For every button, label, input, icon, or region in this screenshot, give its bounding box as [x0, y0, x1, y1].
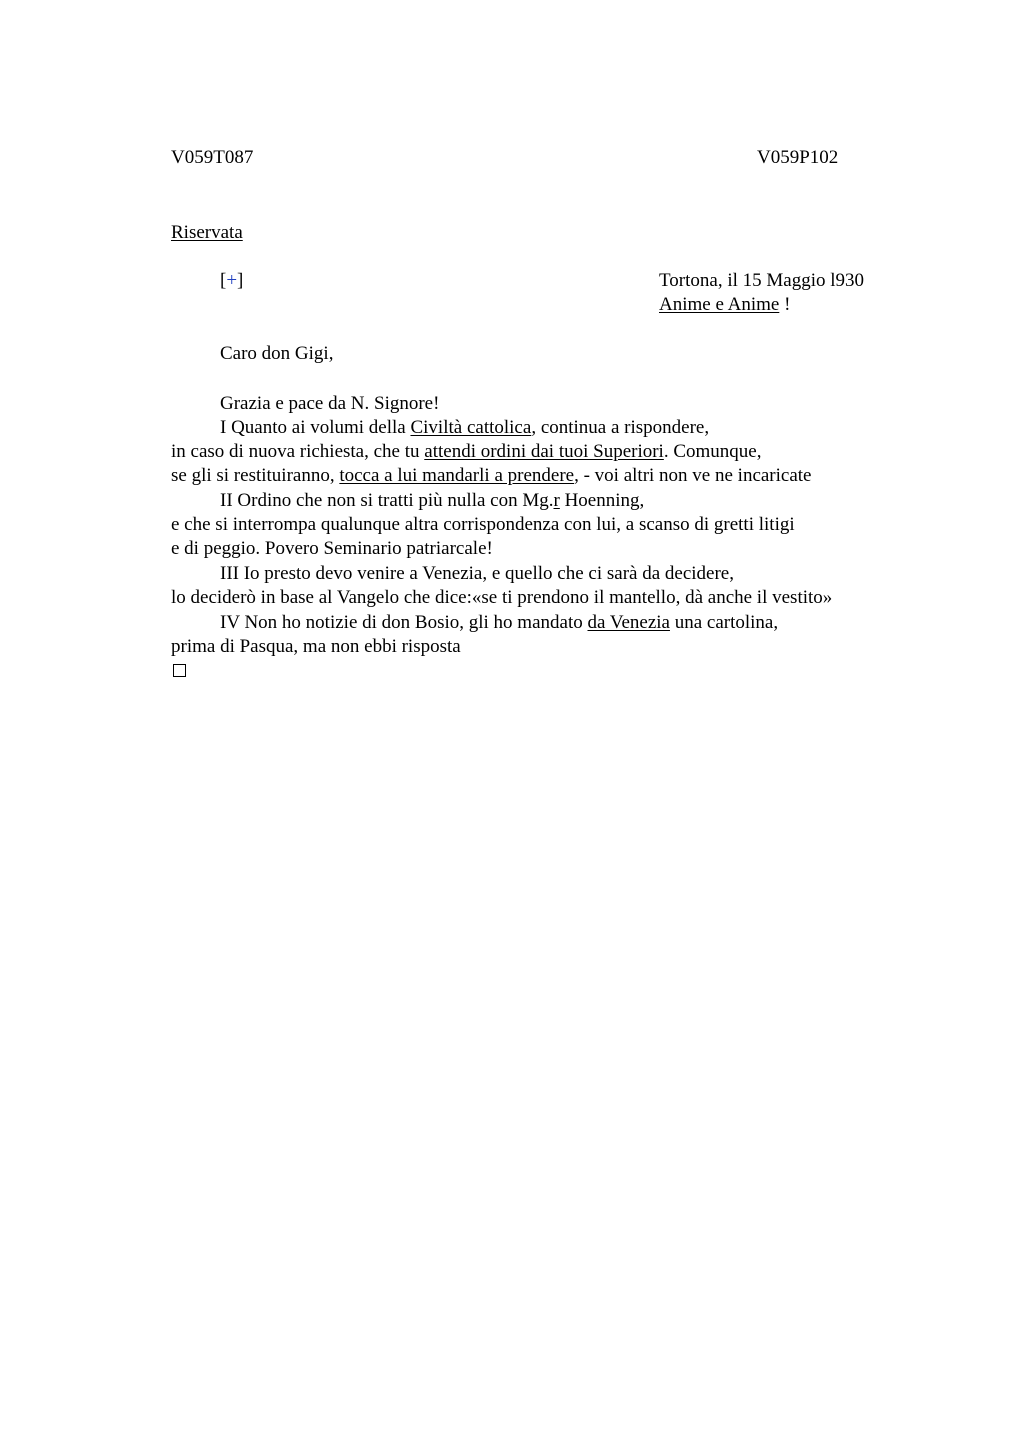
p1-l2-text-b: . Comunque, [663, 441, 762, 462]
p2-text-b: Hoenning, [559, 490, 645, 511]
paragraph-2-line-2: e che si interrompa qualunque altra corrispondenza con lui, a scanso di gretti litigi [171, 514, 795, 535]
paragraph-2-line-3: e di peggio. Povero Seminario patriarcale! [171, 538, 493, 559]
paragraph-2-line-1 [220, 489, 644, 513]
reserved-label: Riservata [171, 222, 243, 243]
p1-l3-text-a: se gli si restituiranno, [171, 465, 340, 486]
cross-close: ] [237, 270, 244, 291]
paragraph-1-line-1 [220, 416, 709, 440]
p1-l3-text-b: , - voi altri non ve ne incaricate [574, 465, 812, 486]
paragraph-1-line-2 [171, 440, 761, 464]
cross-mark [220, 269, 243, 293]
motto [659, 293, 790, 317]
cross-open: [ [220, 270, 227, 291]
document-code-right: V059P102 [757, 147, 839, 168]
paragraph-4-line-2: prima di Pasqua, ma non ebbi risposta [171, 636, 461, 657]
p1-l3-underlined: tocca a lui mandarli a prendere [339, 465, 575, 486]
motto-tail: ! [779, 294, 791, 315]
greeting: Grazia e pace da N. Signore! [220, 393, 440, 414]
p4-underlined: da Venezia [587, 612, 670, 633]
p1-text-a: I Quanto ai volumi della [220, 417, 411, 438]
p1-l2-underlined: attendi ordini dai tuoi Superiori [424, 441, 664, 462]
salutation: Caro don Gigi, [220, 343, 334, 364]
paragraph-4-line-1 [220, 611, 778, 635]
p1-l2-text-a: in caso di nuova richiesta, che tu [171, 441, 425, 462]
p4-text-b: una cartolina, [669, 612, 779, 633]
paragraph-1-line-3 [171, 464, 812, 488]
place-date: Tortona, il 15 Maggio l930 [659, 270, 865, 291]
p2-underlined: r [553, 490, 560, 511]
document-code-left: V059T087 [171, 147, 254, 168]
motto-text: Anime e Anime [659, 294, 780, 315]
end-square-icon [173, 664, 186, 677]
paragraph-3-line-2: lo deciderò in base al Vangelo che dice:«se ti prendono il mantello, dà anche il vestito» [171, 587, 833, 608]
p1-underlined: Civiltà cattolica [410, 417, 532, 438]
p4-text-a: IV Non ho notizie di don Bosio, gli ho mandato [220, 612, 588, 633]
p1-text-b: , continua a rispondere, [531, 417, 710, 438]
paragraph-3-line-1: III Io presto devo venire a Venezia, e quello che ci sarà da decidere, [220, 563, 734, 584]
cross-icon: + [226, 270, 238, 291]
p2-text-a: II Ordino che non si tratti più nulla con Mg. [220, 490, 554, 511]
